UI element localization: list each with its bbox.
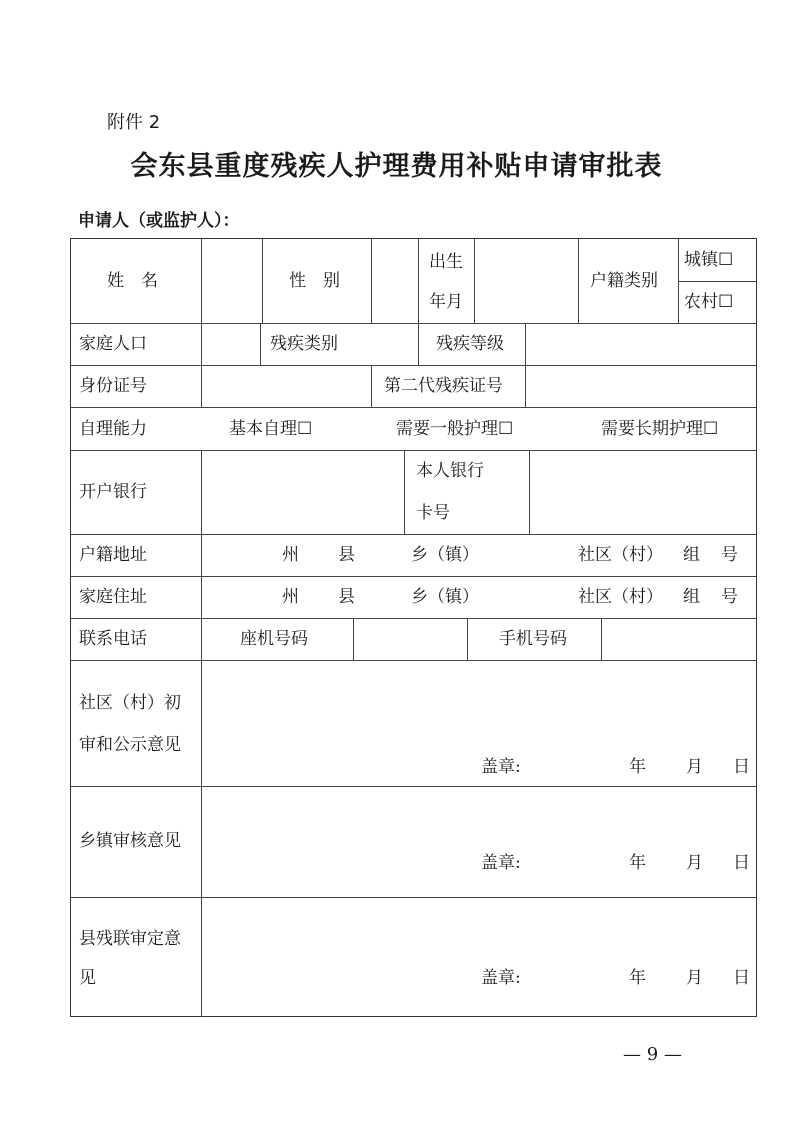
address-group: 组 xyxy=(683,545,700,565)
col-divider xyxy=(474,238,475,323)
birth-label-line1: 出生 xyxy=(429,252,463,272)
mobile-label: 手机号码 xyxy=(499,629,567,649)
town-checkbox-option[interactable]: 城镇☐ xyxy=(684,250,734,270)
row-divider xyxy=(70,323,757,324)
attachment-label: 附件 2 xyxy=(107,112,161,133)
col-divider xyxy=(418,323,419,365)
self-care-option-general[interactable]: 需要一般护理☐ xyxy=(396,419,514,439)
row-divider xyxy=(70,365,757,366)
row-divider xyxy=(70,450,757,451)
seal-label: 盖章: xyxy=(481,968,521,988)
hukou-type-label: 户籍类别 xyxy=(590,271,658,291)
disability-cert-label: 第二代残疾证号 xyxy=(384,376,503,396)
phone-label: 联系电话 xyxy=(79,629,147,649)
col-divider xyxy=(601,618,602,660)
row-divider xyxy=(70,576,757,577)
id-number-label: 身份证号 xyxy=(79,376,147,396)
col-divider xyxy=(201,618,202,660)
name-label: 姓 名 xyxy=(107,271,158,291)
row-divider xyxy=(70,407,757,408)
col-divider xyxy=(418,238,419,323)
address-prefecture: 州 xyxy=(282,545,299,565)
seal-label: 盖章: xyxy=(481,757,521,777)
address-group: 组 xyxy=(683,587,700,607)
hukou-address-label: 户籍地址 xyxy=(79,545,147,565)
address-community: 社区（村） xyxy=(578,545,663,565)
date-day: 日 xyxy=(733,968,750,988)
page-title: 会东县重度残疾人护理费用补贴申请审批表 xyxy=(130,151,663,182)
date-year: 年 xyxy=(629,968,646,988)
disability-level-label: 残疾等级 xyxy=(436,334,504,354)
col-divider xyxy=(201,534,202,618)
address-township: 乡（镇） xyxy=(411,587,479,607)
birth-label-line2: 年月 xyxy=(429,292,463,312)
date-year: 年 xyxy=(629,853,646,873)
row-divider xyxy=(70,660,757,661)
row-divider xyxy=(70,786,757,787)
col-divider xyxy=(678,238,679,323)
form-table-frame xyxy=(70,238,757,1017)
row-divider xyxy=(70,618,757,619)
family-size-label: 家庭人口 xyxy=(79,334,147,354)
self-care-option-long-term[interactable]: 需要长期护理☐ xyxy=(601,419,719,439)
row-divider xyxy=(70,897,757,898)
date-day: 日 xyxy=(733,757,750,777)
col-divider xyxy=(201,660,202,1017)
county-opinion-label-line1: 县残联审定意 xyxy=(79,929,181,949)
col-divider xyxy=(467,618,468,660)
community-opinion-label-line2: 审和公示意见 xyxy=(79,735,181,755)
row-divider xyxy=(70,534,757,535)
address-county: 县 xyxy=(338,587,355,607)
date-year: 年 xyxy=(629,757,646,777)
seal-label: 盖章: xyxy=(481,853,521,873)
col-divider xyxy=(578,238,579,323)
date-day: 日 xyxy=(733,853,750,873)
address-county: 县 xyxy=(338,545,355,565)
col-divider xyxy=(525,365,526,407)
self-care-option-basic[interactable]: 基本自理☐ xyxy=(229,419,313,439)
landline-label: 座机号码 xyxy=(240,629,308,649)
col-divider xyxy=(353,618,354,660)
county-opinion-label-line2: 见 xyxy=(79,968,96,988)
page-number: — 9 — xyxy=(623,1044,682,1065)
address-community: 社区（村） xyxy=(578,587,663,607)
self-care-label: 自理能力 xyxy=(79,419,147,439)
col-divider xyxy=(262,238,263,323)
community-opinion-label-line1: 社区（村）初 xyxy=(79,693,181,713)
bank-card-label-line2: 卡号 xyxy=(416,503,450,523)
rural-checkbox-option[interactable]: 农村☐ xyxy=(684,292,734,312)
col-divider xyxy=(201,238,202,323)
date-month: 月 xyxy=(686,853,703,873)
col-divider xyxy=(201,450,202,534)
home-address-label: 家庭住址 xyxy=(79,587,147,607)
col-divider xyxy=(404,450,405,534)
col-divider xyxy=(201,365,202,407)
address-number: 号 xyxy=(721,587,738,607)
col-divider xyxy=(529,450,530,534)
address-township: 乡（镇） xyxy=(411,545,479,565)
bank-card-label-line1: 本人银行 xyxy=(416,461,484,481)
row-divider xyxy=(678,281,757,282)
applicant-label: 申请人（或监护人）： xyxy=(78,211,240,231)
address-prefecture: 州 xyxy=(282,587,299,607)
disability-type-label: 残疾类别 xyxy=(270,334,338,354)
col-divider xyxy=(201,323,202,365)
gender-label: 性 别 xyxy=(289,271,340,291)
col-divider xyxy=(371,365,372,407)
col-divider xyxy=(371,238,372,323)
col-divider xyxy=(525,323,526,365)
date-month: 月 xyxy=(686,757,703,777)
address-number: 号 xyxy=(721,545,738,565)
col-divider xyxy=(260,323,261,365)
date-month: 月 xyxy=(686,968,703,988)
bank-label: 开户银行 xyxy=(79,482,147,502)
township-opinion-label: 乡镇审核意见 xyxy=(79,831,181,851)
